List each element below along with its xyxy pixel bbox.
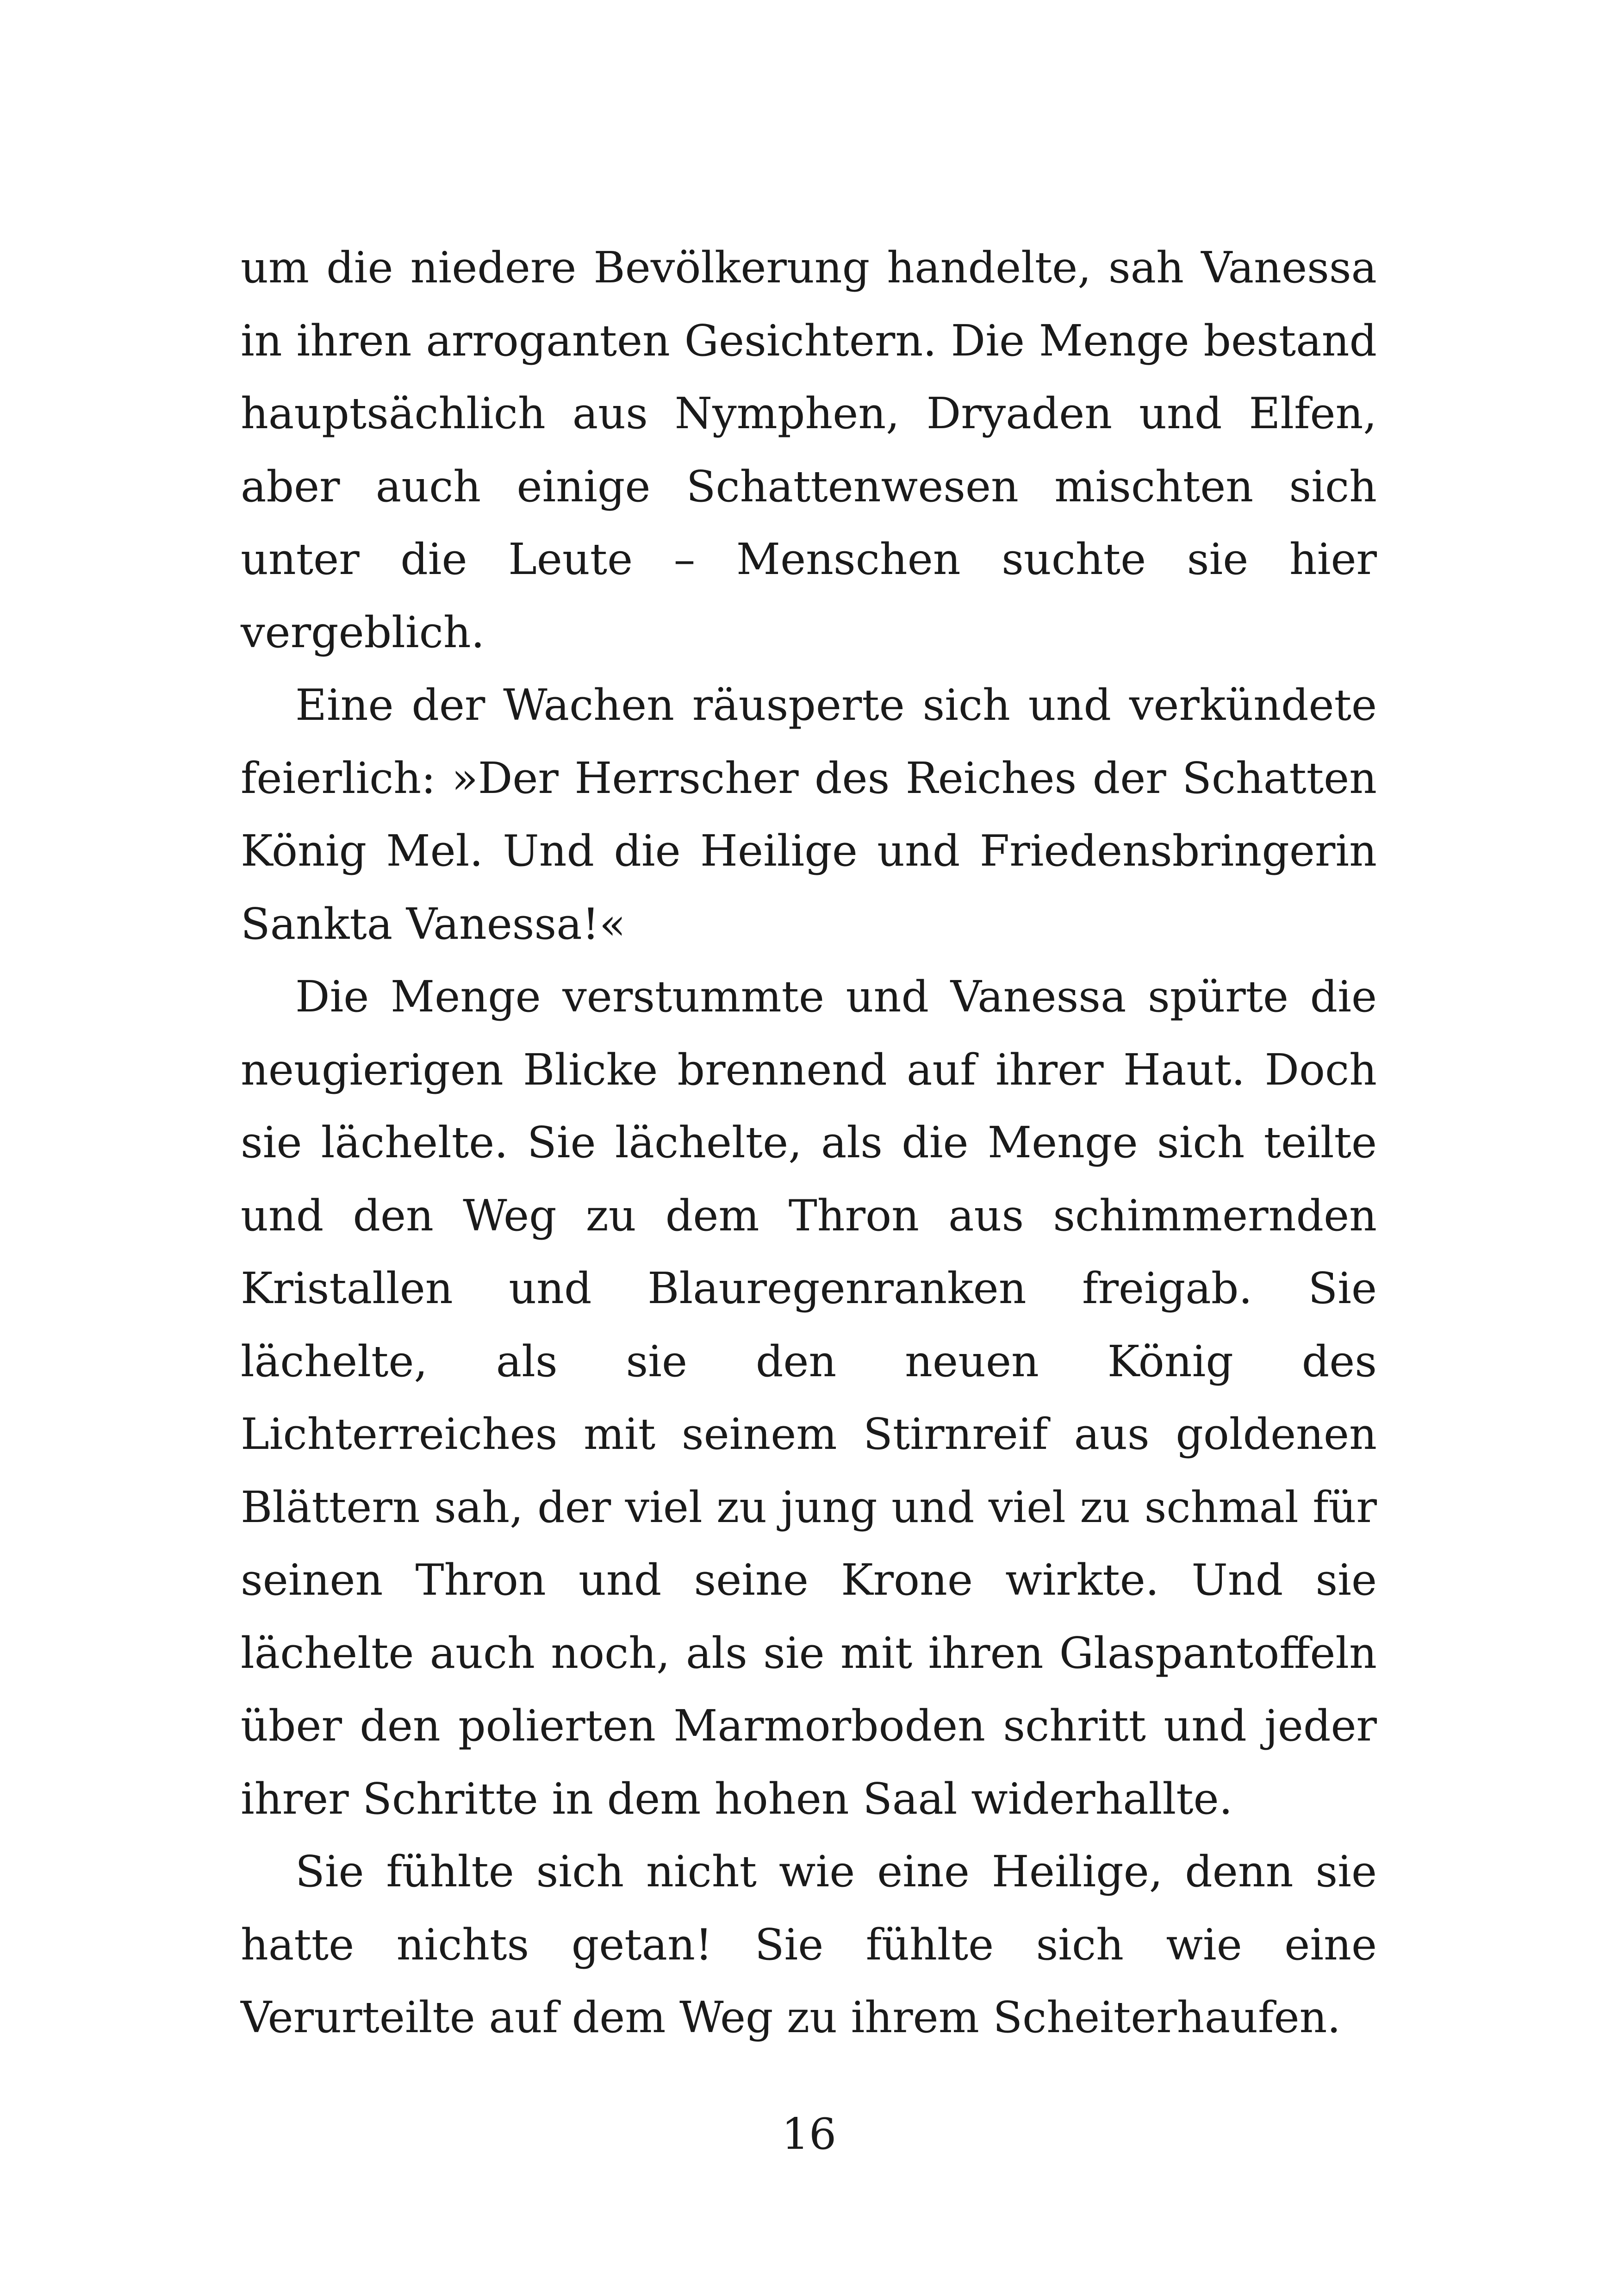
paragraph-2: Eine der Wachen räusperte sich und verkündete feierlich: »Der Herrscher des Reiches der Schatten König Mel. Und die Heilige und Friedensbringerin Sankta Vanessa!« bbox=[241, 680, 1377, 949]
paragraph-4: Sie fühlte sich nicht wie eine Heilige, denn sie hatte nichts getan! Sie fühlte sich wie eine Verurteilte auf dem Weg zu ihrem Scheiterhaufen. bbox=[241, 1847, 1377, 2042]
body-text bbox=[241, 231, 1377, 2054]
page-number: 16 bbox=[781, 2109, 837, 2159]
paragraph-3: Die Menge verstummte und Vanessa spürte die neugierigen Blicke brennend auf ihrer Haut. Doch sie lächelte. Sie lächelte, als die Menge sich teilte und den Weg zu dem Thron aus schimmernden Kristallen und Blauregenranken freigab. Sie lächelte, als sie den neuen König des Lichterreiches mit seinem Stirnreif aus goldenen Blättern sah, der viel zu jung und viel zu schmal für seinen Thron und seine Krone wirkte. Und sie lächelte auch noch, als sie mit ihren Glaspantoffeln über den polierten Marmorboden schritt und jeder ihrer Schritte in dem hohen Saal widerhallte. bbox=[241, 972, 1377, 1824]
paragraph-1: um die niedere Bevölkerung handelte, sah Vanessa in ihren arroganten Gesichtern. Die Menge bestand hauptsächlich aus Nymphen, Dryaden und Elfen, aber auch einige Schattenwesen mischten sich unter die Leute – Menschen suchte sie hier vergeblich. bbox=[241, 243, 1377, 657]
